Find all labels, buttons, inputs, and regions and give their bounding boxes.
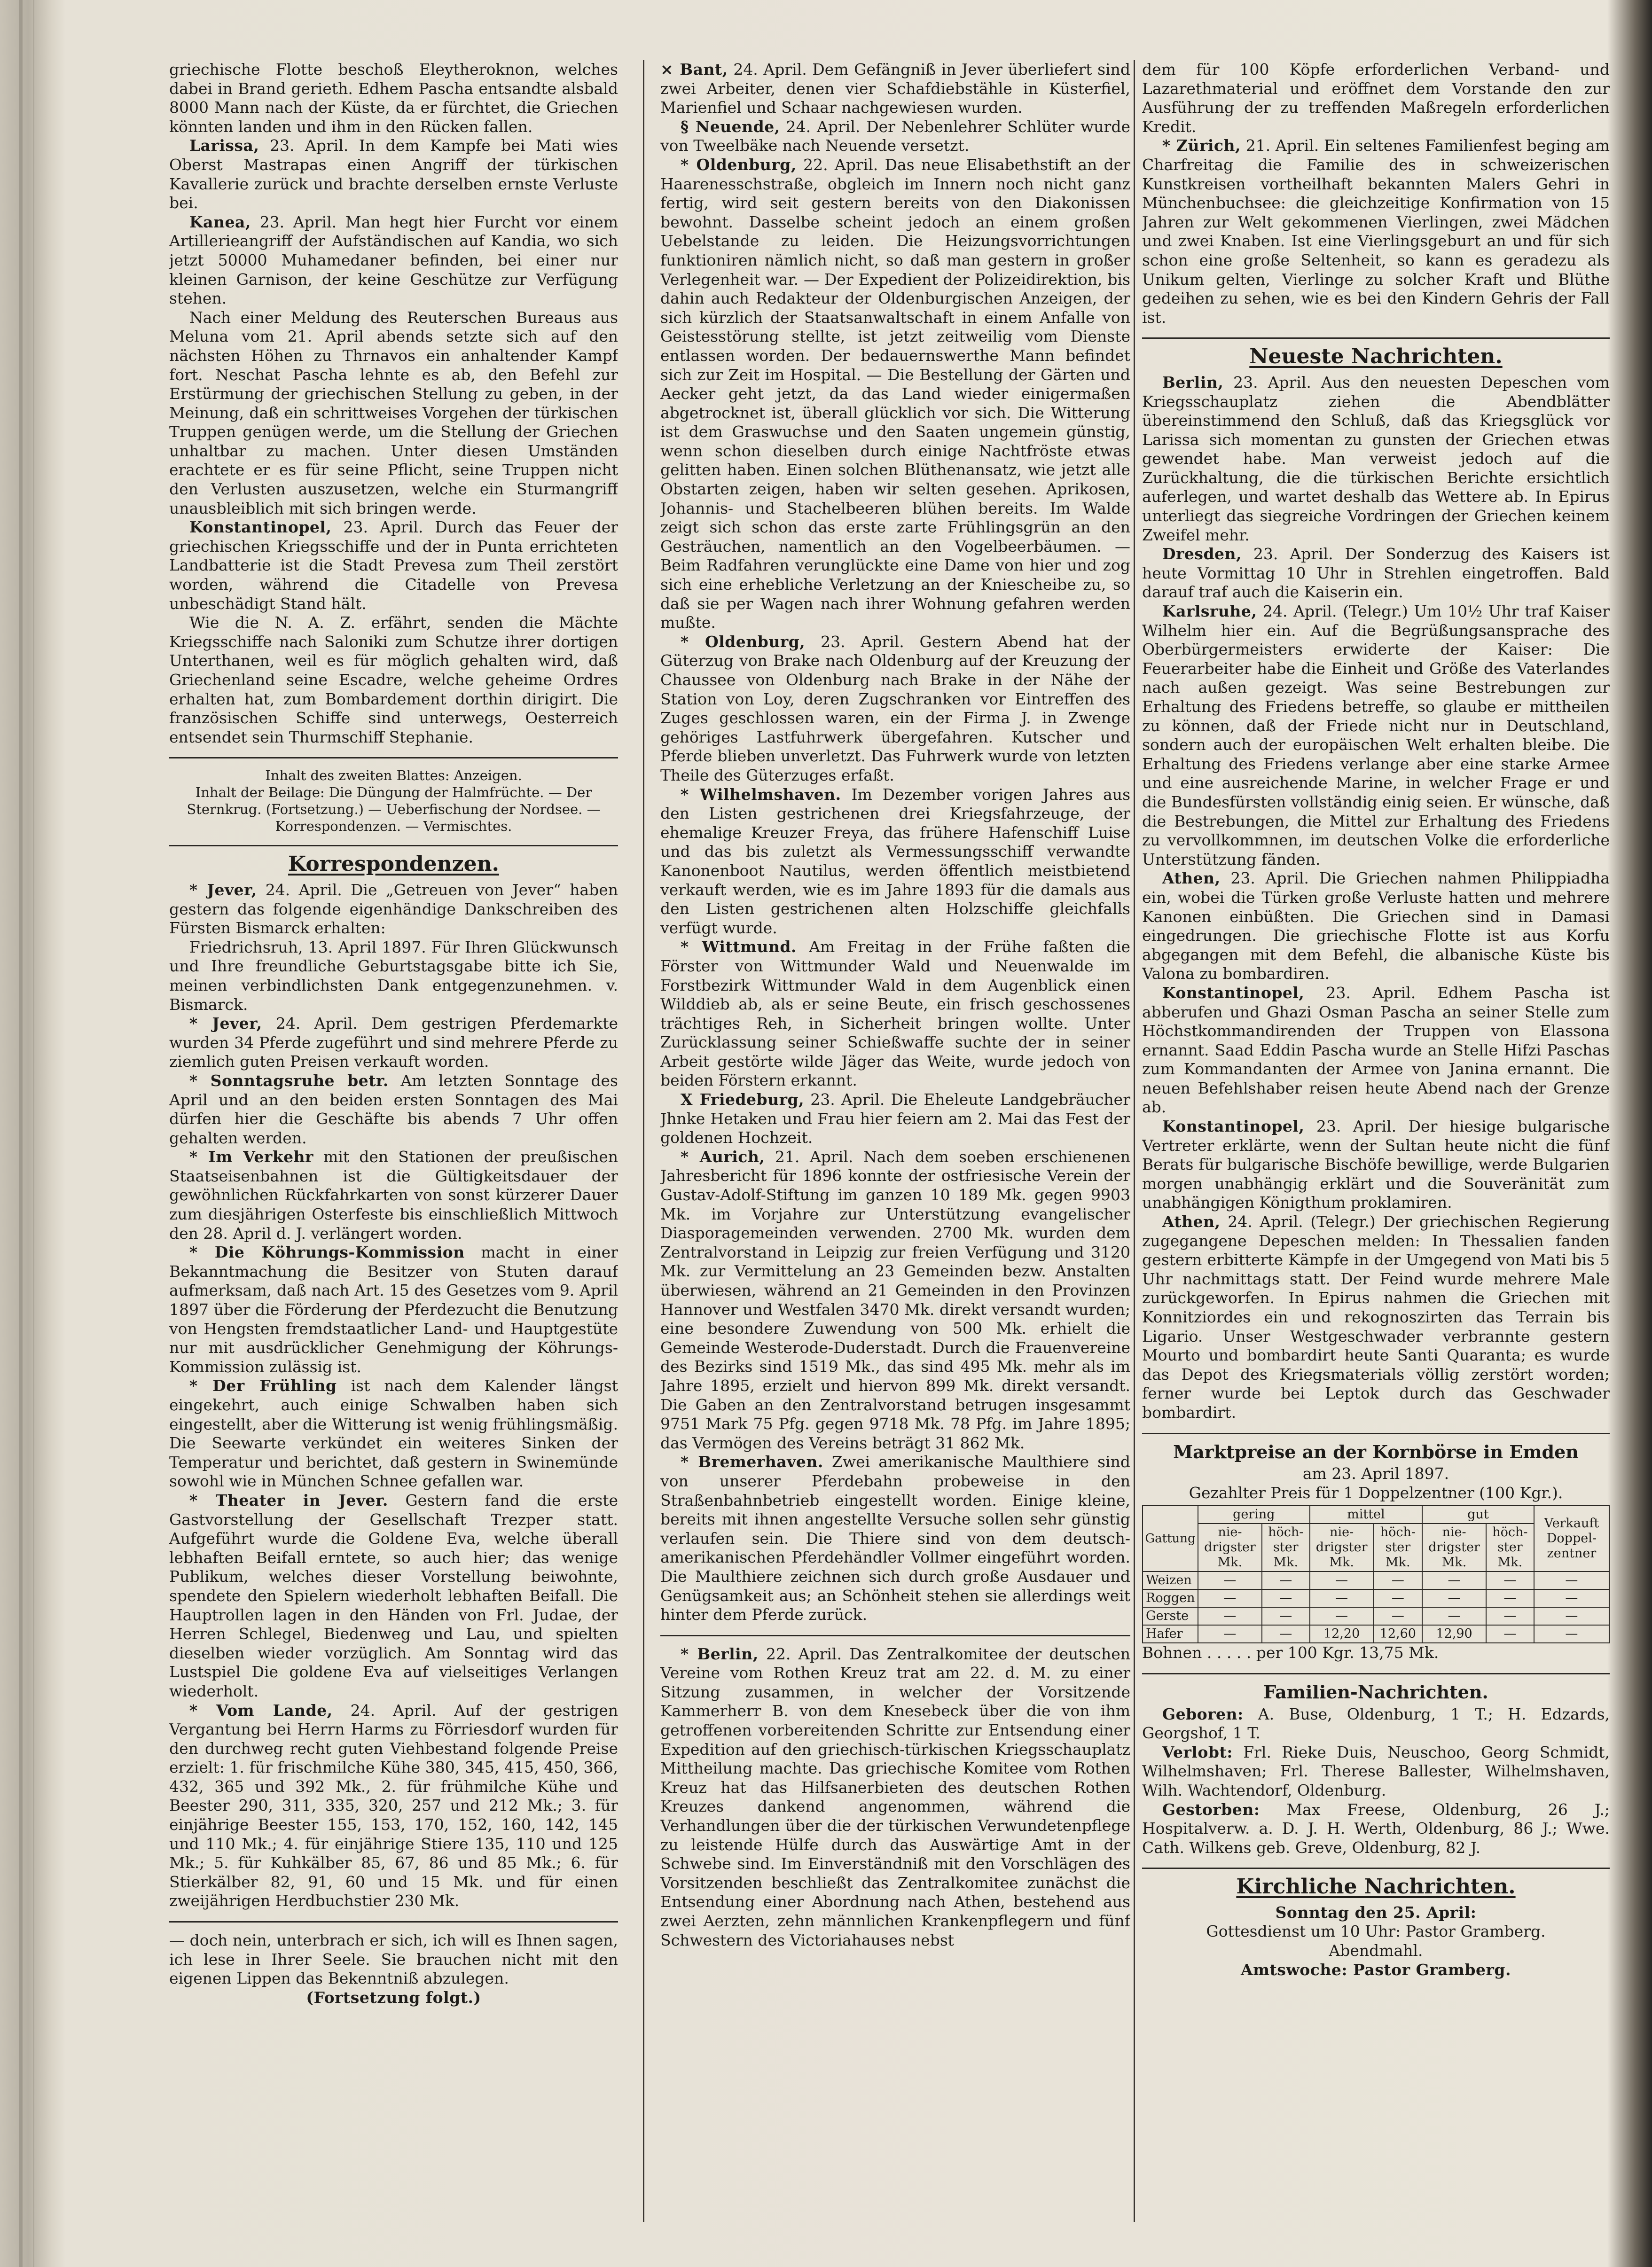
markt-cell: — bbox=[1198, 1607, 1262, 1625]
markt-row-name: Hafer bbox=[1143, 1625, 1198, 1643]
korrespondenzen-section bbox=[169, 881, 618, 1911]
column-rule-1 bbox=[643, 60, 644, 2222]
col-hoechst: höch-ster Mk. bbox=[1486, 1524, 1534, 1571]
article-text: Friedrichsruh, 13. April 1897. Für Ihren Glückwunsch und Ihre freundliche Geburtstagsgabe bitte ich Sie, meinen verbindlichsten Dank entgegenzunehmen. v. Bismarck. bbox=[169, 938, 618, 1014]
article-dateline: Karlsruhe, bbox=[1162, 602, 1257, 621]
article-text: 24. April. Die „Getreuen von Jever“ haben gestern das folgende eigenhändige Dankschreiben des Fürsten Bismarck erhalten: bbox=[169, 880, 618, 938]
article-text: 22. April. Das neue Elisabethstift an der Haarenesschstraße, obgleich im Innern noch nicht ganz fertig, wird seit gestern bereits von den Diakonissen bewohnt. Dasselbe scheint jedoch an einem großen Uebelstande zu leiden. Die Heizungsvorrichtungen funktioniren nämlich nicht, so daß man gestern in großer Verlegenheit war. — Der Expedient der Polizeidirektion, bis dahin auch Redakteur der Oldenburgischen Anzeigen, der sich kürzlich der Staatsanwaltschaft in einem Anfalle von Geistesstörung stellte, ist jetzt zeitweilig vom Dienste entlassen worden. Der bedauernswerthe Mann befindet sich zur Zeit im Hospital. — Die Bestellung der Gärten und Aecker geht jetzt, da das Land wieder einigermaßen abgetrocknet ist, überall glücklich vor sich. Die Witterung ist dem Graswuchse und den Saaten ungemein günstig, wenn schon dieselben durch einige Nachtfröste etwas gelitten haben. Einen solchen Blüthenansatz, wie jetzt alle Obstarten zeigen, haben wir selten gesehen. Aprikosen, Johannis- und Stachelbeeren blühen bereits. Im Walde zeigt sich schon das erste zarte Frühlingsgrün an den Gesträuchen, namentlich an den Vogelbeerbäumen. — Beim Radfahren verunglückte eine Dame von hier und zog sich eine erhebliche Verletzung an der Kniescheibe zu, so daß sie per Wagen nach ihrer Wohnung gefahren werden mußte. bbox=[660, 155, 1130, 632]
col-niedrig: nie-drigster Mk. bbox=[1310, 1524, 1374, 1571]
article-paragraph bbox=[660, 60, 1130, 117]
article-paragraph bbox=[169, 1376, 618, 1491]
article-dateline: * Oldenburg, bbox=[680, 155, 797, 174]
article-dateline: Geboren: bbox=[1162, 1704, 1244, 1723]
markt-table-body bbox=[1143, 1571, 1609, 1643]
article-text: griechische Flotte beschoß Eleytheroknon, welches dabei in Brand gerieth. Edhem Pascha entsandte alsbald 8000 Mann nach der Küste, da er fürchtet, die Griechen könnten landen und ihm in den Rücken fallen. bbox=[169, 60, 618, 136]
article-text: 23. April. Durch das Feuer der griechischen Kriegsschiffe und der in Punta errichteten Landbatterie ist die Stadt Prevesa zum Theil zerstört worden, während die Citadelle von Prevesa unbeschädigt Stand hält. bbox=[169, 518, 618, 613]
markt-cell: — bbox=[1310, 1571, 1374, 1589]
article-dateline: * Die Köhrungs-Kommission bbox=[189, 1243, 465, 1262]
war-news-section bbox=[169, 60, 618, 747]
article-dateline: * Vom Lande, bbox=[189, 1701, 333, 1720]
article-text: mit den Stationen der preußischen Staatseisenbahnen ist die Gültigkeitsdauer der gewöhnlichen Rückfahrkarten von sonst kürzerer Dauer zum diesjährigen Osterfeste bis einschließlich Mittwoch den 28. April d. J. verlängert worden. bbox=[169, 1148, 618, 1243]
article-paragraph bbox=[169, 938, 618, 1014]
article-text: 24. April. Dem gestrigen Pferdemarkte wurden 34 Pferde zugeführt und sind mehrere Pferde zu ziemlich guten Preisen verkauft worden. bbox=[169, 1014, 618, 1071]
article-text: Am Freitag in der Frühe faßten die Förster von Wittmunder Wald und Neuenwalde im Forstbezirk Wittmunder Wald in dem Augenblick einen Wilddieb ab, als er seine Beute, ein frisch geschossenes trächtiges Reh, in Sicherheit bringen wollte. Unter Zurücklassung seiner Schießwaffe suchte der in seiner Arbeit gestörte wilde Jäger das Weite, wurde jedoch von beiden Förstern erkannt. bbox=[660, 938, 1130, 1090]
article-dateline: Konstantinopel, bbox=[189, 518, 332, 537]
column-2 bbox=[660, 60, 1130, 2241]
article-text: Am letzten Sonntage des April und an den beiden ersten Sonntagen des Mai dürfen hier die Geschäfte bis abends 7 Uhr offen gehalten werden. bbox=[169, 1071, 618, 1147]
divider bbox=[169, 845, 618, 846]
article-dateline: Larissa, bbox=[189, 136, 259, 155]
neueste-nachrichten-section bbox=[1142, 373, 1610, 1423]
article-dateline: * Jever, bbox=[189, 1014, 262, 1033]
article-dateline: Konstantinopel, bbox=[1162, 1117, 1305, 1136]
divider bbox=[1142, 1868, 1610, 1869]
article-dateline: Konstantinopel, bbox=[1162, 983, 1305, 1002]
article-paragraph bbox=[169, 1071, 618, 1148]
article-text: 24. April. (Telegr.) Um 10½ Uhr traf Kaiser Wilhelm hier ein. Auf die Begrüßungsansprache des Oberbürgermeisters erwiderte der Kaiser: Die Feuerarbeiter habe die Einheit und Größe des Vaterlandes nach außen gezeigt. Was seine Bestrebungen zur Erhaltung des Friedens betreffe, so glaube er mittheilen zu können, daß der Friede nicht nur in Deutschland, sondern auch der europäischen Welt erhalten bleibe. Die Erhaltung des Friedens verlange aber eine starke Armee und eine ausreichende Marine, in welcher Frage er und die Bundesfürsten vollständig einig seien. Er wünsche, daß die Bestrebungen, die Mittel zur Erhaltung des Friedens zu vervollkommnen, im deutschen Volke die erforderliche Unterstützung fänden. bbox=[1142, 602, 1610, 868]
article-paragraph bbox=[169, 1701, 618, 1911]
section-title-korrespondenzen: Korrespondenzen. bbox=[288, 852, 499, 876]
markt-cell: — bbox=[1310, 1607, 1374, 1625]
kirche-abendmahl: Abendmahl. bbox=[1329, 1941, 1423, 1960]
article-paragraph bbox=[169, 1491, 618, 1701]
divider bbox=[660, 1635, 1130, 1636]
article-paragraph bbox=[1142, 1212, 1610, 1423]
article-text: dem für 100 Köpfe erforderlichen Verband- und Lazarethmaterial und eröffnet dem Vorstande den zur Ausführung der zu treffenden Maßregeln erforderlichen Kredit. bbox=[1142, 60, 1610, 136]
article-paragraph bbox=[660, 1645, 1130, 1950]
article-paragraph bbox=[169, 1148, 618, 1243]
article-dateline: Athen, bbox=[1162, 1212, 1221, 1231]
divider bbox=[1142, 1433, 1610, 1434]
article-dateline: Kanea, bbox=[189, 212, 251, 231]
regional-news-section bbox=[660, 60, 1130, 1950]
markt-cell: — bbox=[1486, 1607, 1534, 1625]
article-dateline: × Bant, bbox=[660, 60, 728, 78]
article-dateline: Verlobt: bbox=[1162, 1743, 1233, 1761]
article-dateline: * Oldenburg, bbox=[680, 632, 806, 651]
markt-row bbox=[1143, 1607, 1609, 1625]
article-paragraph bbox=[169, 613, 618, 747]
fortsetzung-note: (Fortsetzung folgt.) bbox=[306, 1988, 481, 2007]
article-paragraph bbox=[169, 1014, 618, 1071]
markt-bohnen: Bohnen . . . . . per 100 Kgr. 13,75 Mk. bbox=[1142, 1643, 1439, 1662]
article-text: 23. April. In dem Kampfe bei Mati wies Oberst Mastrapas einen Angriff der türkischen Kavallerie zurück und brachte derselben ernste Verluste bei. bbox=[169, 136, 618, 212]
article-paragraph bbox=[660, 633, 1130, 785]
article-dateline: Berlin, bbox=[1162, 373, 1224, 391]
markt-row-name: Weizen bbox=[1143, 1571, 1198, 1589]
article-text: 23. April. Edhem Pascha ist abberufen und Ghazi Osman Pascha an seiner Stelle zum Höchstkommandirenden der Truppen von Elassona ernannt. Saad Eddin Pascha wurde an Stelle Hifzi Paschas zum Kommandanten der Armee von Janina ernannt. Die neuen Befehlshaber reisen heute Abend nach der Grenze ab. bbox=[1142, 983, 1610, 1117]
markt-cell: — bbox=[1534, 1625, 1609, 1643]
article-paragraph bbox=[169, 136, 618, 212]
markt-cell: 12,90 bbox=[1422, 1625, 1486, 1643]
col-gattung: Gattung bbox=[1143, 1506, 1198, 1571]
markt-cell: — bbox=[1486, 1625, 1534, 1643]
article-text: Gestern fand die erste Gastvorstellung der Gesellschaft Trezper statt. Aufgeführt wurde die Goldene Eva, welche überall lebhaften Beifall erntete, so auch hier; das wenige Publikum, welches dieser Vorstellung beiwohnte, spendete den Spielern wiederholt lebhaften Beifall. Die Hauptrollen lagen in den Händen von Frl. Judae, der Herren Schlegel, Biedenweg und Lau, und spielten dieselben wieder vorzüglich. Am Sonntag wird das Lustspiel Die goldene Eva auf vielseitiges Verlangen wiederholt. bbox=[169, 1491, 618, 1700]
article-dateline: * Zürich, bbox=[1162, 136, 1241, 155]
article-paragraph bbox=[1142, 545, 1610, 602]
markt-cell: — bbox=[1534, 1607, 1609, 1625]
section-title-neueste: Neueste Nachrichten. bbox=[1249, 344, 1503, 369]
markt-cell: 12,20 bbox=[1310, 1625, 1374, 1643]
markt-cell: 12,60 bbox=[1374, 1625, 1423, 1643]
section-title-familie: Familien-Nachrichten. bbox=[1263, 1681, 1488, 1703]
markt-row-name: Gerste bbox=[1143, 1607, 1198, 1625]
markt-cell: — bbox=[1198, 1589, 1262, 1607]
zurich-news-section bbox=[1142, 60, 1610, 327]
article-text: Frl. Rieke Duis, Neuschoo, Georg Schmidt, Wilhelmshaven; Frl. Therese Ballester, Wilhelmshaven, Wilh. Wachtendorf, Oldenburg. bbox=[1142, 1743, 1610, 1799]
article-text: 23. April. Der Sonderzug des Kaisers ist heute Vormittag 10 Uhr in Strehlen eingetroffen. Bald darauf traf auch die Kaiserin ein. bbox=[1142, 545, 1610, 602]
article-paragraph bbox=[660, 1090, 1130, 1148]
article-text: 23. April. Die Eheleute Landgebräucher Jhnke Hetaken und Frau hier feiern am 2. Mai das Fest der goldenen Hochzeit. bbox=[660, 1090, 1130, 1147]
inhalt-blatt: Inhalt des zweiten Blattes: Anzeigen. bbox=[265, 767, 522, 784]
article-dateline: * Theater in Jever. bbox=[189, 1491, 388, 1509]
markt-table bbox=[1142, 1505, 1610, 1643]
binding-edge-line bbox=[33, 0, 34, 2267]
article-dateline: * Berlin, bbox=[680, 1644, 759, 1663]
markt-row bbox=[1143, 1571, 1609, 1589]
divider bbox=[169, 1921, 618, 1923]
binding-edge bbox=[19, 0, 23, 2267]
article-text: 24. April. (Telegr.) Der griechischen Regierung zugegangene Depeschen melden: In Thessalien fanden gestern erbitterte Kämpfe in der Umgegend von Mati bis 5 Uhr nachmittags statt. Der Feind wurde mehrere Male zurückgeworfen. In Epirus nahmen die Griechen mit Konnitziordes ein und rekognoszirten das Terrain bis Ligario. Unser Westgeschwader verbrannte gestern Mourto und bombardirt heute Santi Quaranta; es wurde das Depot des Kriegsmaterials völlig zerstört worden; ferner wurde bei Leptok durch das Geschwader bombardirt. bbox=[1142, 1212, 1610, 1422]
familien-nachrichten-section bbox=[1142, 1705, 1610, 1858]
col-hoechst: höch-ster Mk. bbox=[1262, 1524, 1310, 1571]
article-dateline: * Im Verkehr bbox=[189, 1148, 313, 1166]
article-text: Wie die N. A. Z. erfährt, senden die Mächte Kriegsschiffe nach Saloniki zum Schutze ihrer dortigen Unterthanen, weil es für möglich gehalten wird, daß Griechenland seine Escadre, welche geheime Ordres erhalten hat, zum Bombardement dorthin dirigirt. Die französischen Schiffe sind unterwegs, Oesterreich entsendet sein Thurmschiff Stephanie. bbox=[169, 613, 618, 746]
article-text: Im Dezember vorigen Jahres aus den Listen gestrichenen drei Kriegsfahrzeuge, der ehemalige Kreuzer Freya, das frühere Hafenschiff Luise und das bis zuletzt als Vermessungsschiff verwandte Kanonenboot Nautilus, werden öffentlich meistbietend verkauft werden, wie es im Jahre 1893 für die damals aus den Listen gestrichenen alten Holzschiffe gleichfalls verfügt wurde. bbox=[660, 785, 1130, 937]
kirche-amtswoche: Amtswoche: Pastor Gramberg. bbox=[1241, 1960, 1511, 1979]
article-text: 22. April. Das Zentralkomitee der deutschen Vereine vom Rothen Kreuz trat am 22. d. M. zu einer Sitzung zusammen, in welcher der Vorsitzende Kammerherr B. von dem Knesebeck über die von ihm getroffenen vorbereitenden Schritte zur Entsendung einer Expedition auf den griechisch-türkischen Kriegsschauplatz Mittheilung machte. Das griechische Komitee vom Rothen Kreuz hat das Hilfsanerbieten des deutschen Rothen Kreuzes dankend angenommen, während die Verhandlungen über die der türkischen Verwundetenpflege zu leistende Hülfe durch das Auswärtige Amt in der Schwebe sind. Im Einverständniß mit den Vorschlägen des Vorsitzenden beschließt das Zentralkomitee zunächst die Entsendung einer Abordnung nach Athen, bestehend aus zwei Aerzten, zehn männlichen Krankenpflegern und fünf Schwestern des Victoriahauses nebst bbox=[660, 1644, 1130, 1949]
article-paragraph bbox=[169, 518, 618, 613]
divider bbox=[1142, 1673, 1610, 1674]
col-gut: gut bbox=[1422, 1506, 1534, 1524]
column-3 bbox=[1142, 60, 1610, 2241]
article-dateline: Gestorben: bbox=[1162, 1800, 1260, 1819]
article-text: 23. April. Gestern Abend hat der Güterzug von Brake nach Oldenburg auf der Kreuzung der Chaussee von Oldenburg nach Brake in der Nähe der Station von Loy, deren Zugschranken vor Eintreffen des Zuges geschlossen waren, ein der Firma J. in Zwenge gehöriges Lastfuhrwerk übergefahren. Kutscher und Pferde blieben unverletzt. Das Fuhrwerk wurde von letzten Theile des Güterzuges erfaßt. bbox=[660, 632, 1130, 784]
article-text: Nach einer Meldung des Reuterschen Bureaus aus Meluna vom 21. April abends setzte sich auf den nächsten Höhen zu Thrnavos ein anhaltender Kampf fort. Neschat Pascha lehnte es ab, den Befehl zur Erstürmung der griechischen Stellung zu geben, in der Meinung, daß ein schrittweises Vorgehen der türkischen Truppen genügen werde, um die Stellung der Griechen unhaltbar zu machen. Unter diesen Umständen erachtete er es für seine Pflicht, seine Truppen nicht den Verlusten auszusetzen, welche ein Sturmangriff unausbleiblich mit sich bringen werde. bbox=[169, 308, 618, 517]
markt-date: am 23. April 1897. bbox=[1302, 1464, 1449, 1483]
article-dateline: * Sonntagsruhe betr. bbox=[189, 1071, 389, 1090]
article-paragraph bbox=[169, 60, 618, 136]
article-paragraph bbox=[660, 785, 1130, 938]
markt-cell: — bbox=[1262, 1625, 1310, 1643]
article-paragraph bbox=[660, 1453, 1130, 1624]
article-paragraph bbox=[660, 1148, 1130, 1453]
markt-subtitle: Gezahlter Preis für 1 Doppelzentner (100 Kgr.). bbox=[1189, 1483, 1563, 1502]
article-dateline: § Neuende, bbox=[680, 117, 780, 136]
article-paragraph bbox=[660, 156, 1130, 633]
article-text: 24. April. Auf der gestrigen Vergantung bei Herrn Harms zu Förriesdorf wurden für den durchweg recht guten Viehbestand folgende Preise erzielt: 1. für frischmilche Kühe 380, 345, 415, 450, 366, 432, 365 und 392 Mk., 2. für frühmilche Kühe und Beester 290, 311, 335, 320, 257 und 212 Mk.; 3. für einjährige Beester 155, 153, 170, 152, 160, 142, 145 und 110 Mk.; 4. für einjährige Stiere 135, 110 und 125 Mk.; 5. für Kuhkälber 85, 67, 86 und 85 Mk.; 6. für Stierkälber 82, 91, 60 und 15 Mk. und für einen zweijährigen Herdbuchstier 230 Mk. bbox=[169, 1701, 618, 1910]
article-text: ist nach dem Kalender längst eingekehrt, auch einige Schwalben haben sich eingestellt, aber die Witterung ist wenig frühlingsmäßig. Die Seewarte verkündet ein weiteres Sinken der Temperatur und berichtet, daß gestern in Swinemünde sowohl wie in München Schnee gefallen war. bbox=[169, 1376, 618, 1491]
col-hoechst: höch-ster Mk. bbox=[1374, 1524, 1423, 1571]
markt-cell: — bbox=[1262, 1589, 1310, 1607]
article-paragraph bbox=[660, 117, 1130, 156]
column-rule-2 bbox=[1134, 60, 1135, 2222]
article-dateline: * Der Frühling bbox=[189, 1376, 337, 1395]
col-verkauft: Verkauft Doppel-zentner bbox=[1534, 1506, 1609, 1571]
article-text: Max Freese, Oldenburg, 26 J.; Hospitalverw. a. D. J. H. Werth, Oldenburg, 86 J.; Wwe. Cath. Wilkens geb. Greve, Oldenburg, 82 J. bbox=[1142, 1800, 1610, 1857]
markt-row bbox=[1143, 1589, 1609, 1607]
article-text: 24. April. Dem Gefängniß in Jever überliefert sind zwei Arbeiter, denen vier Schafdiebstähle in Küsterfiel, Marienfiel und Schaar nachgewiesen wurden. bbox=[660, 60, 1130, 117]
markt-cell: — bbox=[1374, 1589, 1423, 1607]
article-paragraph bbox=[1142, 1743, 1610, 1800]
markt-cell: — bbox=[1262, 1571, 1310, 1589]
markt-row-name: Roggen bbox=[1143, 1589, 1198, 1607]
article-text: 21. April. Nach dem soeben erschienenen Jahresbericht für 1896 konnte der ostfriesische Verein der Gustav-Adolf-Stiftung im ganzen 10 189 Mk. gegen 9903 Mk. im Vorjahre zur Unterstützung evangelischer Diasporagemeinden verwenden. 2700 Mk. wurden dem Zentralvorstand in Leipzig zur freien Verfügung und 3120 Mk. zur Vermittelung an 23 Gemeinden bezw. Anstalten überwiesen, während an 21 Gemeinden in den Provinzen Hannover und Westfalen 3470 Mk. direkt versandt wurden; eine besondere Zuwendung von 500 Mk. erhielt die Gemeinde Westerode-Duderstadt. Durch die Frauenvereine des Bezirks sind 1519 Mk., das sind 495 Mk. mehr als im Jahre 1895, erzielt und hiervon 899 Mk. direkt versandt. Die Gaben an den Zentralvorstand betrugen insgesammt 9751 Mark 75 Pfg. gegen 9718 Mk. 78 Pfg. im Jahre 1895; das Vermögen des Vereins beträgt 31 862 Mk. bbox=[660, 1147, 1130, 1452]
markt-cell: — bbox=[1310, 1589, 1374, 1607]
col-niedrig: nie-drigster Mk. bbox=[1198, 1524, 1262, 1571]
col-niedrig: nie-drigster Mk. bbox=[1422, 1524, 1486, 1571]
markt-cell: — bbox=[1486, 1571, 1534, 1589]
column-1 bbox=[169, 60, 618, 2241]
markt-cell: — bbox=[1374, 1571, 1423, 1589]
article-paragraph bbox=[1142, 60, 1610, 136]
article-dateline: Dresden, bbox=[1162, 545, 1242, 563]
col-gering: gering bbox=[1198, 1506, 1310, 1524]
article-dateline: * Wilhelmshaven. bbox=[680, 785, 841, 804]
feuilleton-text: — doch nein, unterbrach er sich, ich will es Ihnen sagen, ich lese in Ihrer Seele. Sie brauchen nicht mit den eigenen Lippen das Bekenntniß abzulegen. bbox=[169, 1931, 618, 1988]
article-paragraph bbox=[660, 938, 1130, 1090]
article-text: 23. April. Der hiesige bulgarische Vertreter erklärte, wenn der Sultan heute nicht die fünf Berats für bulgarische Bischöfe bewillige, werde Bulgarien morgen unabhängig erklärt und die Souveränität zum unabhängigen Königthum proklamiren. bbox=[1142, 1117, 1610, 1212]
inhalt-beilage: Inhalt der Beilage: Die Düngung der Halmfrüchte. — Der Sternkrug. (Fortsetzung.) — Ueberfischung der Nordsee. — Korrespondenzen. — Vermischtes. bbox=[187, 784, 601, 835]
article-paragraph bbox=[1142, 602, 1610, 869]
markt-cell: — bbox=[1374, 1607, 1423, 1625]
kirche-gottesdienst: Gottesdienst um 10 Uhr: Pastor Gramberg. bbox=[1206, 1922, 1546, 1941]
col-mittel: mittel bbox=[1310, 1506, 1422, 1524]
markt-cell: — bbox=[1486, 1589, 1534, 1607]
article-dateline: * Bremerhaven. bbox=[680, 1453, 823, 1471]
article-text: 21. April. Ein seltenes Familienfest beging am Charfreitag die Familie des in schweizerischen Kunstkreisen vortheilhaft bekannten Malers Gehri in Münchenbuchsee: die gleichzeitige Konfirmation von 15 Jahren zur Welt gekommenen Vierlingen, zwei Mädchen und zwei Knaben. Ist eine Vierlingsgeburt an und für sich schon eine große Seltenheit, so kann es geradezu als Unikum gelten, Vierlinge zu solcher Kraft und Blüthe gedeihen zu sehen, wie es bei den Kindern Gehris der Fall ist. bbox=[1142, 136, 1610, 327]
article-dateline: X Friedeburg, bbox=[680, 1090, 805, 1109]
article-paragraph bbox=[1142, 869, 1610, 984]
article-text: 24. April. Der Nebenlehrer Schlüter wurde von Tweelbäke nach Neuende versetzt. bbox=[660, 117, 1130, 155]
article-paragraph bbox=[169, 213, 618, 308]
markt-cell: — bbox=[1422, 1589, 1486, 1607]
article-text: macht in einer Bekanntmachung die Besitzer von Stuten darauf aufmerksam, daß nach Art. 15 des Gesetzes vom 9. April 1897 über die Förderung der Pferdezucht die Benutzung von Hengsten fremdstaatlicher Land- und Hauptgestüte nur mit ausdrücklicher Genehmigung der Köhrungs-Kommission zulässig ist. bbox=[169, 1243, 618, 1376]
markt-cell: — bbox=[1422, 1571, 1486, 1589]
article-text: 23. April. Aus den neuesten Depeschen vom Kriegsschauplatz ziehen die Abendblätter übereinstimmend den Schluß, daß das Kriegsglück vor Larissa sich momentan zu gunsten der Griechen etwas gewendet habe. Man verweist jedoch auf die Zurückhaltung, die die türkischen Berichte ersichtlich auferlegen, und wartet deshalb das Wettere ab. In Epirus unterliegt das siegreiche Vordringen der Griechen keinem Zweifel mehr. bbox=[1142, 373, 1610, 544]
kirche-sonntag: Sonntag den 25. April: bbox=[1275, 1903, 1477, 1922]
article-text: Zwei amerikanische Maulthiere sind von unserer Pferdebahn probeweise in den Straßenbahnbetrieb eingestellt worden. Einige kleine, bereits mit ihnen angestellte Versuche sollen sehr günstig verlaufen sein. Die Thiere sind von dem deutsch-amerikanischen Pferdehändler Vollmer eingeführt worden. Die Maulthiere zeichnen sich durch große Ausdauer und Genügsamkeit aus; an Schönheit stehen sie allerdings weit hinter dem Pferde zurück. bbox=[660, 1453, 1130, 1624]
section-title-kirche: Kirchliche Nachrichten. bbox=[1236, 1875, 1516, 1899]
article-paragraph bbox=[1142, 1705, 1610, 1743]
markt-cell: — bbox=[1262, 1607, 1310, 1625]
article-paragraph bbox=[1142, 136, 1610, 327]
article-paragraph bbox=[1142, 984, 1610, 1117]
markt-cell: — bbox=[1422, 1607, 1486, 1625]
markt-row bbox=[1143, 1625, 1609, 1643]
article-text: A. Buse, Oldenburg, 1 T.; H. Edzards, Georgshof, 1 T. bbox=[1142, 1704, 1610, 1743]
article-paragraph bbox=[169, 1243, 618, 1376]
article-dateline: * Aurich, bbox=[680, 1147, 765, 1166]
article-dateline: * Jever, bbox=[189, 880, 257, 899]
markt-cell: — bbox=[1198, 1625, 1262, 1643]
divider bbox=[1142, 337, 1610, 339]
article-paragraph bbox=[169, 308, 618, 518]
markt-cell: — bbox=[1534, 1589, 1609, 1607]
divider bbox=[169, 757, 618, 758]
article-paragraph bbox=[1142, 1800, 1610, 1858]
markt-cell: — bbox=[1534, 1571, 1609, 1589]
article-paragraph bbox=[1142, 1117, 1610, 1212]
article-text: 23. April. Die Griechen nahmen Philippiadha ein, wobei die Türken große Verluste hatten und mehrere Kanonen einbüßten. Die Griechen sind in Damasi eingedrungen. Die griechische Flotte ist aus Korfu abgegangen mit dem Befehl, die albanische Küste bis Valona zu bombardiren. bbox=[1142, 869, 1610, 983]
article-paragraph bbox=[1142, 373, 1610, 545]
markt-cell: — bbox=[1198, 1571, 1262, 1589]
article-paragraph bbox=[169, 881, 618, 938]
markt-title: Marktpreise an der Kornbörse in Emden bbox=[1173, 1441, 1579, 1462]
article-text: 23. April. Man hegt hier Furcht vor einem Artillerieangriff der Aufständischen auf Kandia, wo sich jetzt 50000 Muhamedaner befinden, bei einer nur kleinen Garnison, der keine Geschütze zur Verfügung stehen. bbox=[169, 212, 618, 308]
article-dateline: Athen, bbox=[1162, 869, 1221, 888]
article-dateline: * Wittmund. bbox=[680, 938, 797, 956]
